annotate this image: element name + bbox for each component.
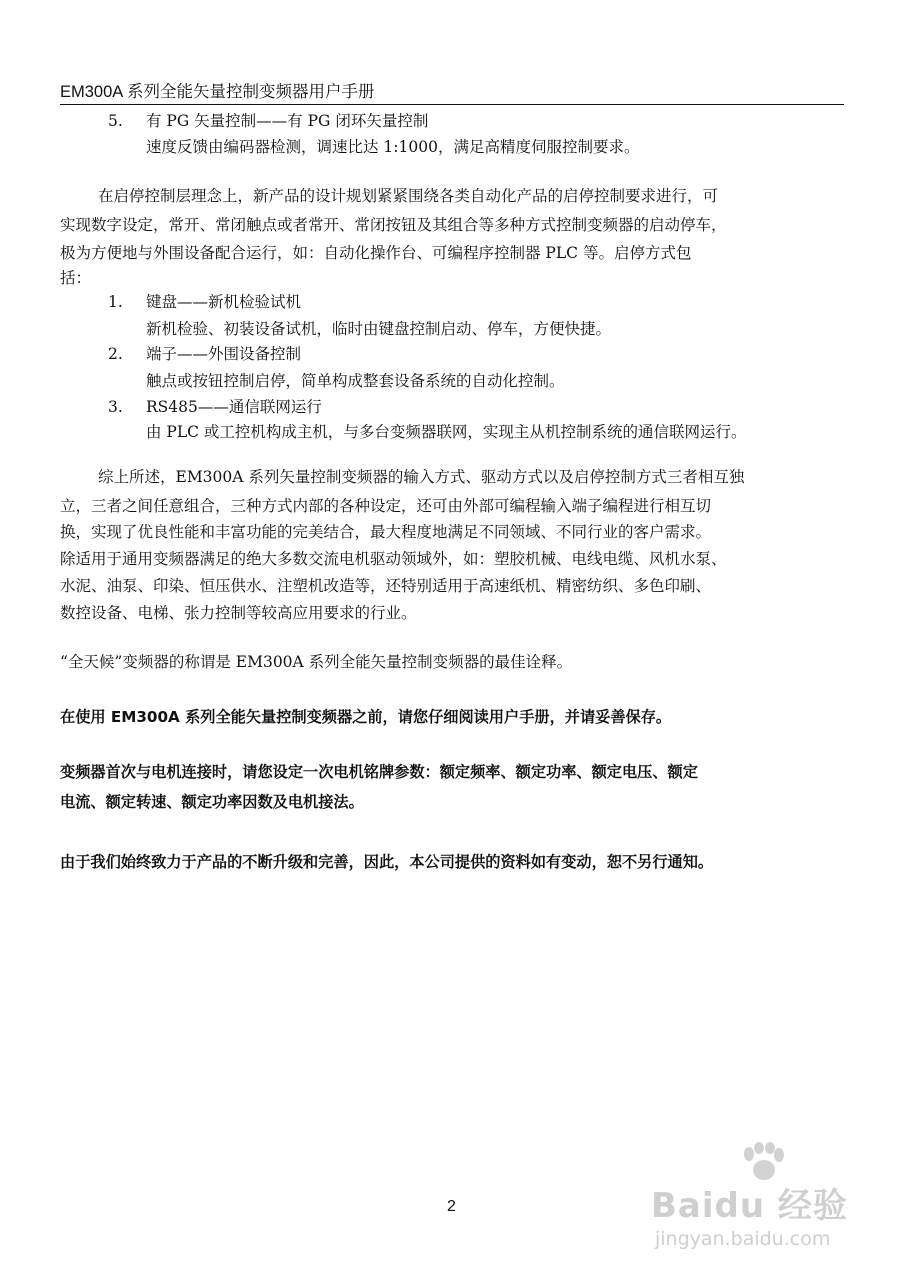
watermark-logo: Baidu 经验 <box>651 1186 848 1226</box>
mode-title: 键盘——新机检验试机 <box>146 293 302 311</box>
mode-number: 3. <box>108 398 123 416</box>
summary-paragraph-line: 除适用于通用变频器满足的绝大多数交流电机驱动领域外，如：塑胶机械、电线电缆、风机水泵、 <box>60 550 727 568</box>
start-stop-paragraph-line: 极为方便地与外围设备配合运行，如：自动化操作台、可编程序控制器 PLC 等。启停方式包 <box>60 244 692 262</box>
mode-description: 由 PLC 或工控机构成主机，与多台变频器联网，实现主从机控制系统的通信联网运行。 <box>146 423 747 441</box>
start-stop-paragraph-line: 括： <box>60 269 92 287</box>
notice-motor-params: 变频器首次与电机连接时，请您设定一次电机铭牌参数：额定频率、额定功率、额定电压、额定 <box>60 763 698 781</box>
mode-title: RS485——通信联网运行 <box>146 398 322 416</box>
summary-paragraph-line: 换，实现了优良性能和丰富功能的完美结合，最大程度地满足不同领域、不同行业的客户需求。 <box>60 523 712 541</box>
start-stop-paragraph-line: 实现数字设定，常开、常闭触点或者常开、常闭按钮及其组合等多种方式控制变频器的启动停车， <box>60 216 727 234</box>
notice-motor-params: 电流、额定转速、额定功率因数及电机接法。 <box>60 793 364 811</box>
summary-paragraph-line: 数控设备、电梯、张力控制等较高应用要求的行业。 <box>60 604 417 622</box>
quote-line: “全天候”变频器的称谓是 EM300A 系列全能矢量控制变频器的最佳诠释。 <box>60 653 573 671</box>
item5-title: 有 PG 矢量控制——有 PG 闭环矢量控制 <box>146 112 429 130</box>
watermark-url: jingyan.baidu.com <box>655 1228 831 1250</box>
summary-paragraph-line: 综上所述，EM300A 系列矢量控制变频器的输入方式、驱动方式以及启停控制方式三者相互独 <box>98 468 745 486</box>
notice-disclaimer: 由于我们始终致力于产品的不断升级和完善，因此，本公司提供的资料如有变动，恕不另行通知。 <box>60 853 714 871</box>
page-number: 2 <box>447 1198 456 1215</box>
summary-paragraph-line: 立，三者之间任意组合，三种方式内部的各种设定，还可由外部可编程输入端子编程进行相互切 <box>60 497 712 515</box>
mode-description: 触点或按钮控制启停，简单构成整套设备系统的自动化控制。 <box>146 372 565 390</box>
item5-description: 速度反馈由编码器检测，调速比达 1:1000，满足高精度伺服控制要求。 <box>146 138 640 156</box>
document-header: EM300A 系列全能矢量控制变频器用户手册 <box>60 83 375 101</box>
mode-number: 1. <box>108 293 123 311</box>
baidu-watermark <box>651 1142 883 1258</box>
summary-paragraph-line: 水泥、油泵、印染、恒压供水、注塑机改造等，还特别适用于高速纸机、精密纺织、多色印刷、 <box>60 577 712 595</box>
notice-read-manual: 在使用 EM300A 系列全能矢量控制变频器之前，请您仔细阅读用户手册，并请妥善保存。 <box>60 708 672 726</box>
start-stop-paragraph-line: 在启停控制层理念上，新产品的设计规划紧紧围绕各类自动化产品的启停控制要求进行，可 <box>98 187 719 205</box>
header-rule <box>60 104 844 105</box>
mode-title: 端子——外围设备控制 <box>146 345 302 363</box>
mode-description: 新机检验、初装设备试机，临时由键盘控制启动、停车，方便快捷。 <box>146 320 612 338</box>
item5-number: 5. <box>108 112 123 130</box>
mode-number: 2. <box>108 345 123 363</box>
